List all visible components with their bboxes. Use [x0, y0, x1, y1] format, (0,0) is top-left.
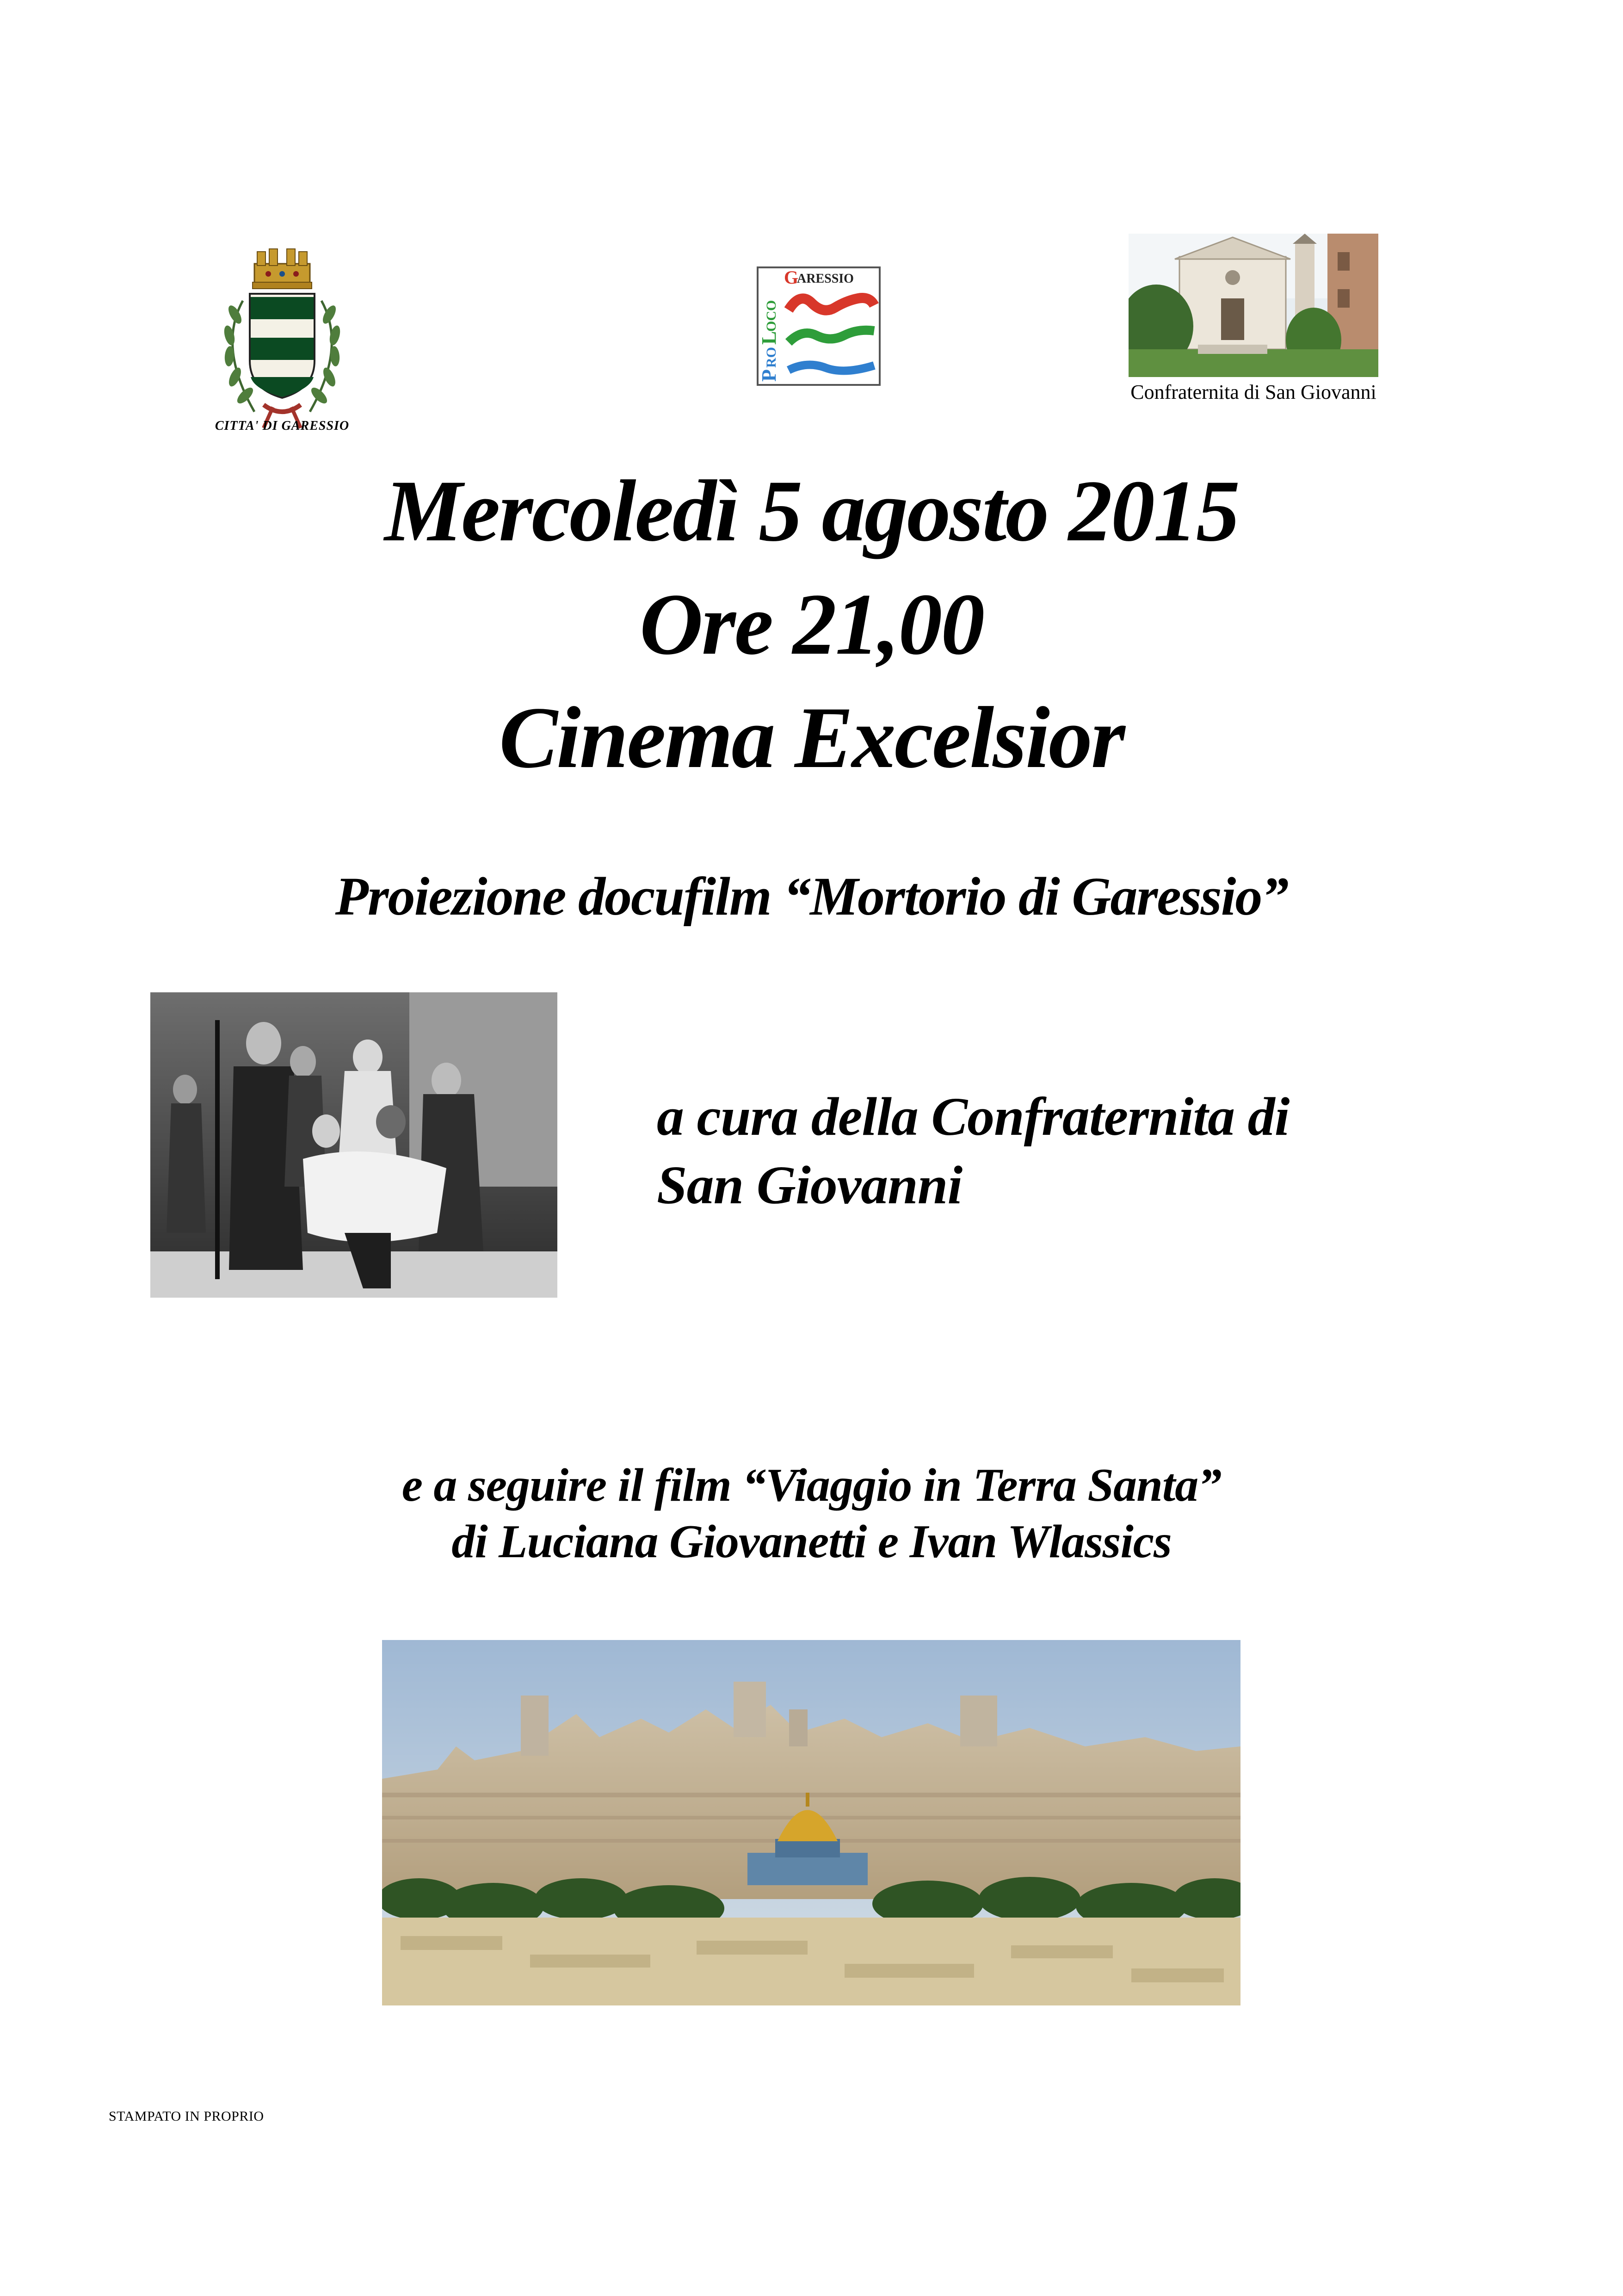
comune-caption: CITTA' DI GARESSIO [215, 419, 350, 433]
event-time: Ore 21,00 [639, 576, 984, 673]
proloco-aressio-letters: ARESSIO [797, 272, 854, 286]
screening-title: Proiezione docufilm “Mortorio di Garessio” [335, 866, 1288, 927]
jerusalem-panorama-photo [382, 1640, 1240, 2005]
proloco-oco-letters: OCO [764, 300, 779, 332]
shield-icon [250, 294, 315, 398]
proloco-g-letter: G [784, 267, 799, 288]
curated-by-text [657, 1083, 1582, 1219]
curated-by-line-1: a cura della Confraternita di [657, 1086, 1290, 1147]
proloco-garessio-logo [756, 266, 881, 386]
event-venue: Cinema Excelsior [499, 689, 1124, 786]
mortorio-scene-photo [150, 992, 557, 1298]
confraternita-church-photo [1129, 234, 1378, 377]
followup-film-authors: di Luciana Giovanetti e Ivan Wlassics [451, 1516, 1172, 1568]
proloco-l-letter: L [758, 331, 780, 345]
crown-icon [253, 249, 312, 289]
printed-in-house-note: STAMPATO IN PROPRIO [109, 2109, 264, 2124]
comune-garessio-crest [199, 245, 365, 439]
confraternita-caption: Confraternita di San Giovanni [1130, 381, 1376, 403]
followup-film-text [0, 1457, 1623, 1571]
proloco-ro-letters: RO [764, 347, 779, 368]
followup-film-title: e a seguire il film “Viaggio in Terra Santa” [401, 1459, 1222, 1511]
proloco-p-letter: P [758, 369, 780, 382]
event-date: Mercoledì 5 agosto 2015 [384, 463, 1239, 560]
curated-by-line-2: San Giovanni [657, 1154, 963, 1215]
